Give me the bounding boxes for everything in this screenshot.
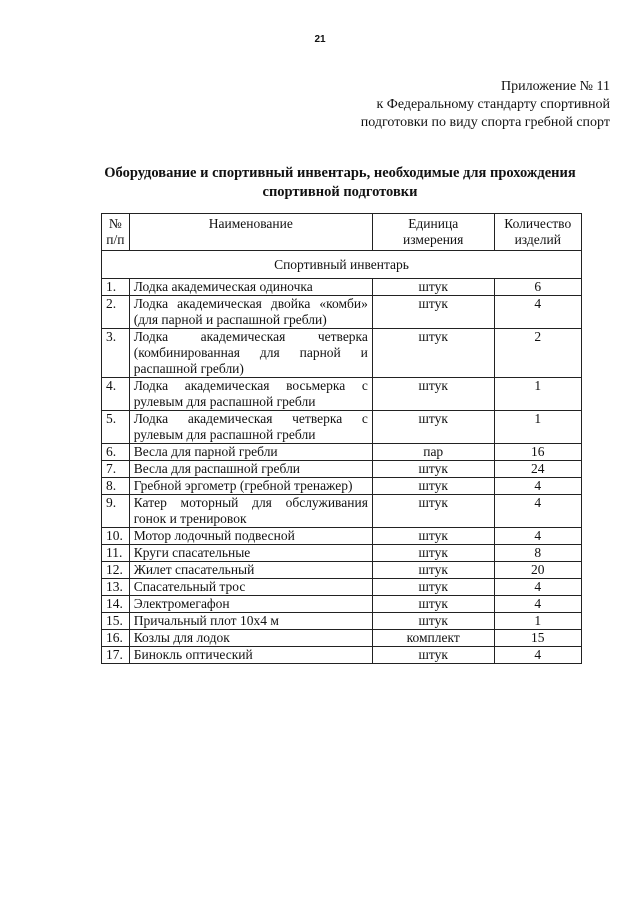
row-quantity: 2 <box>494 329 582 378</box>
header-number-line2: п/п <box>106 232 125 247</box>
header-unit-line1: Единица <box>408 216 459 231</box>
document-title <box>70 164 610 202</box>
row-unit: комплект <box>372 630 494 647</box>
row-number: 2. <box>102 296 130 329</box>
row-number: 4. <box>102 378 130 411</box>
row-unit: штук <box>372 296 494 329</box>
table-header-row <box>102 214 582 251</box>
row-number: 9. <box>102 495 130 528</box>
row-number: 5. <box>102 411 130 444</box>
row-number: 6. <box>102 444 130 461</box>
row-quantity: 4 <box>494 647 582 664</box>
row-quantity: 24 <box>494 461 582 478</box>
row-name: Мотор лодочный подвесной <box>129 528 372 545</box>
row-number: 15. <box>102 613 130 630</box>
row-unit: штук <box>372 613 494 630</box>
table-row <box>102 562 582 579</box>
row-quantity: 1 <box>494 411 582 444</box>
appendix-line: подготовки по виду спорта гребной спорт <box>360 115 610 130</box>
row-quantity: 4 <box>494 596 582 613</box>
row-number: 12. <box>102 562 130 579</box>
row-unit: штук <box>372 562 494 579</box>
row-number: 13. <box>102 579 130 596</box>
row-number: 10. <box>102 528 130 545</box>
header-name: Наименование <box>129 214 372 251</box>
row-unit: штук <box>372 545 494 562</box>
row-unit: штук <box>372 329 494 378</box>
row-quantity: 15 <box>494 630 582 647</box>
table-row <box>102 613 582 630</box>
table-row <box>102 329 582 378</box>
header-unit-line2: измерения <box>403 232 464 247</box>
appendix-line: Приложение № 11 <box>501 79 610 94</box>
header-quantity-line1: Количество <box>504 216 572 231</box>
row-name: Катер моторный для обслуживания гонок и тренировок <box>129 495 372 528</box>
row-number: 1. <box>102 279 130 296</box>
row-quantity: 16 <box>494 444 582 461</box>
table-row <box>102 596 582 613</box>
row-name: Жилет спасательный <box>129 562 372 579</box>
appendix-line: к Федеральному стандарту спортивной <box>376 97 610 112</box>
row-name: Электромегафон <box>129 596 372 613</box>
table-row <box>102 296 582 329</box>
row-quantity: 20 <box>494 562 582 579</box>
row-unit: штук <box>372 411 494 444</box>
row-unit: штук <box>372 478 494 495</box>
row-name: Козлы для лодок <box>129 630 372 647</box>
title-line: спортивной подготовки <box>262 184 418 200</box>
row-unit: штук <box>372 528 494 545</box>
table-row <box>102 444 582 461</box>
appendix-header <box>280 78 610 132</box>
header-unit <box>372 214 494 251</box>
table-row <box>102 378 582 411</box>
row-number: 17. <box>102 647 130 664</box>
row-name: Гребной эргометр (гребной тренажер) <box>129 478 372 495</box>
header-number <box>102 214 130 251</box>
row-quantity: 4 <box>494 528 582 545</box>
row-quantity: 4 <box>494 495 582 528</box>
table-row <box>102 411 582 444</box>
table-row <box>102 579 582 596</box>
row-name: Круги спасательные <box>129 545 372 562</box>
row-unit: штук <box>372 647 494 664</box>
row-name: Лодка академическая одиночка <box>129 279 372 296</box>
table-row <box>102 495 582 528</box>
inventory-table <box>101 213 582 664</box>
row-name: Причальный плот 10х4 м <box>129 613 372 630</box>
row-quantity: 8 <box>494 545 582 562</box>
row-number: 7. <box>102 461 130 478</box>
table-row <box>102 478 582 495</box>
row-quantity: 6 <box>494 279 582 296</box>
row-number: 3. <box>102 329 130 378</box>
row-quantity: 4 <box>494 296 582 329</box>
header-number-line1: № <box>108 216 122 231</box>
row-number: 8. <box>102 478 130 495</box>
table-row <box>102 461 582 478</box>
row-name: Лодка академическая восьмерка с рулевым для распашной гребли <box>129 378 372 411</box>
section-row <box>102 251 582 279</box>
section-title: Спортивный инвентарь <box>102 251 582 279</box>
title-line: Оборудование и спортивный инвентарь, необходимые для прохождения <box>104 165 576 181</box>
header-quantity-line2: изделий <box>514 232 561 247</box>
row-name: Лодка академическая двойка «комби» (для парной и распашной гребли) <box>129 296 372 329</box>
row-number: 16. <box>102 630 130 647</box>
row-name: Весла для парной гребли <box>129 444 372 461</box>
page-number: 21 <box>314 34 326 45</box>
row-quantity: 1 <box>494 613 582 630</box>
row-name: Лодка академическая четверка с рулевым для распашной гребли <box>129 411 372 444</box>
row-unit: пар <box>372 444 494 461</box>
row-name: Лодка академическая четверка (комбинированная для парной и распашной гребли) <box>129 329 372 378</box>
table-row <box>102 528 582 545</box>
row-number: 11. <box>102 545 130 562</box>
row-name: Бинокль оптический <box>129 647 372 664</box>
row-quantity: 1 <box>494 378 582 411</box>
row-unit: штук <box>372 579 494 596</box>
table-row <box>102 545 582 562</box>
row-name: Весла для распашной гребли <box>129 461 372 478</box>
row-quantity: 4 <box>494 579 582 596</box>
table-row <box>102 279 582 296</box>
row-unit: штук <box>372 279 494 296</box>
row-unit: штук <box>372 461 494 478</box>
header-quantity <box>494 214 582 251</box>
row-unit: штук <box>372 596 494 613</box>
table-row <box>102 647 582 664</box>
row-quantity: 4 <box>494 478 582 495</box>
row-name: Спасательный трос <box>129 579 372 596</box>
table-row <box>102 630 582 647</box>
row-number: 14. <box>102 596 130 613</box>
row-unit: штук <box>372 378 494 411</box>
row-unit: штук <box>372 495 494 528</box>
